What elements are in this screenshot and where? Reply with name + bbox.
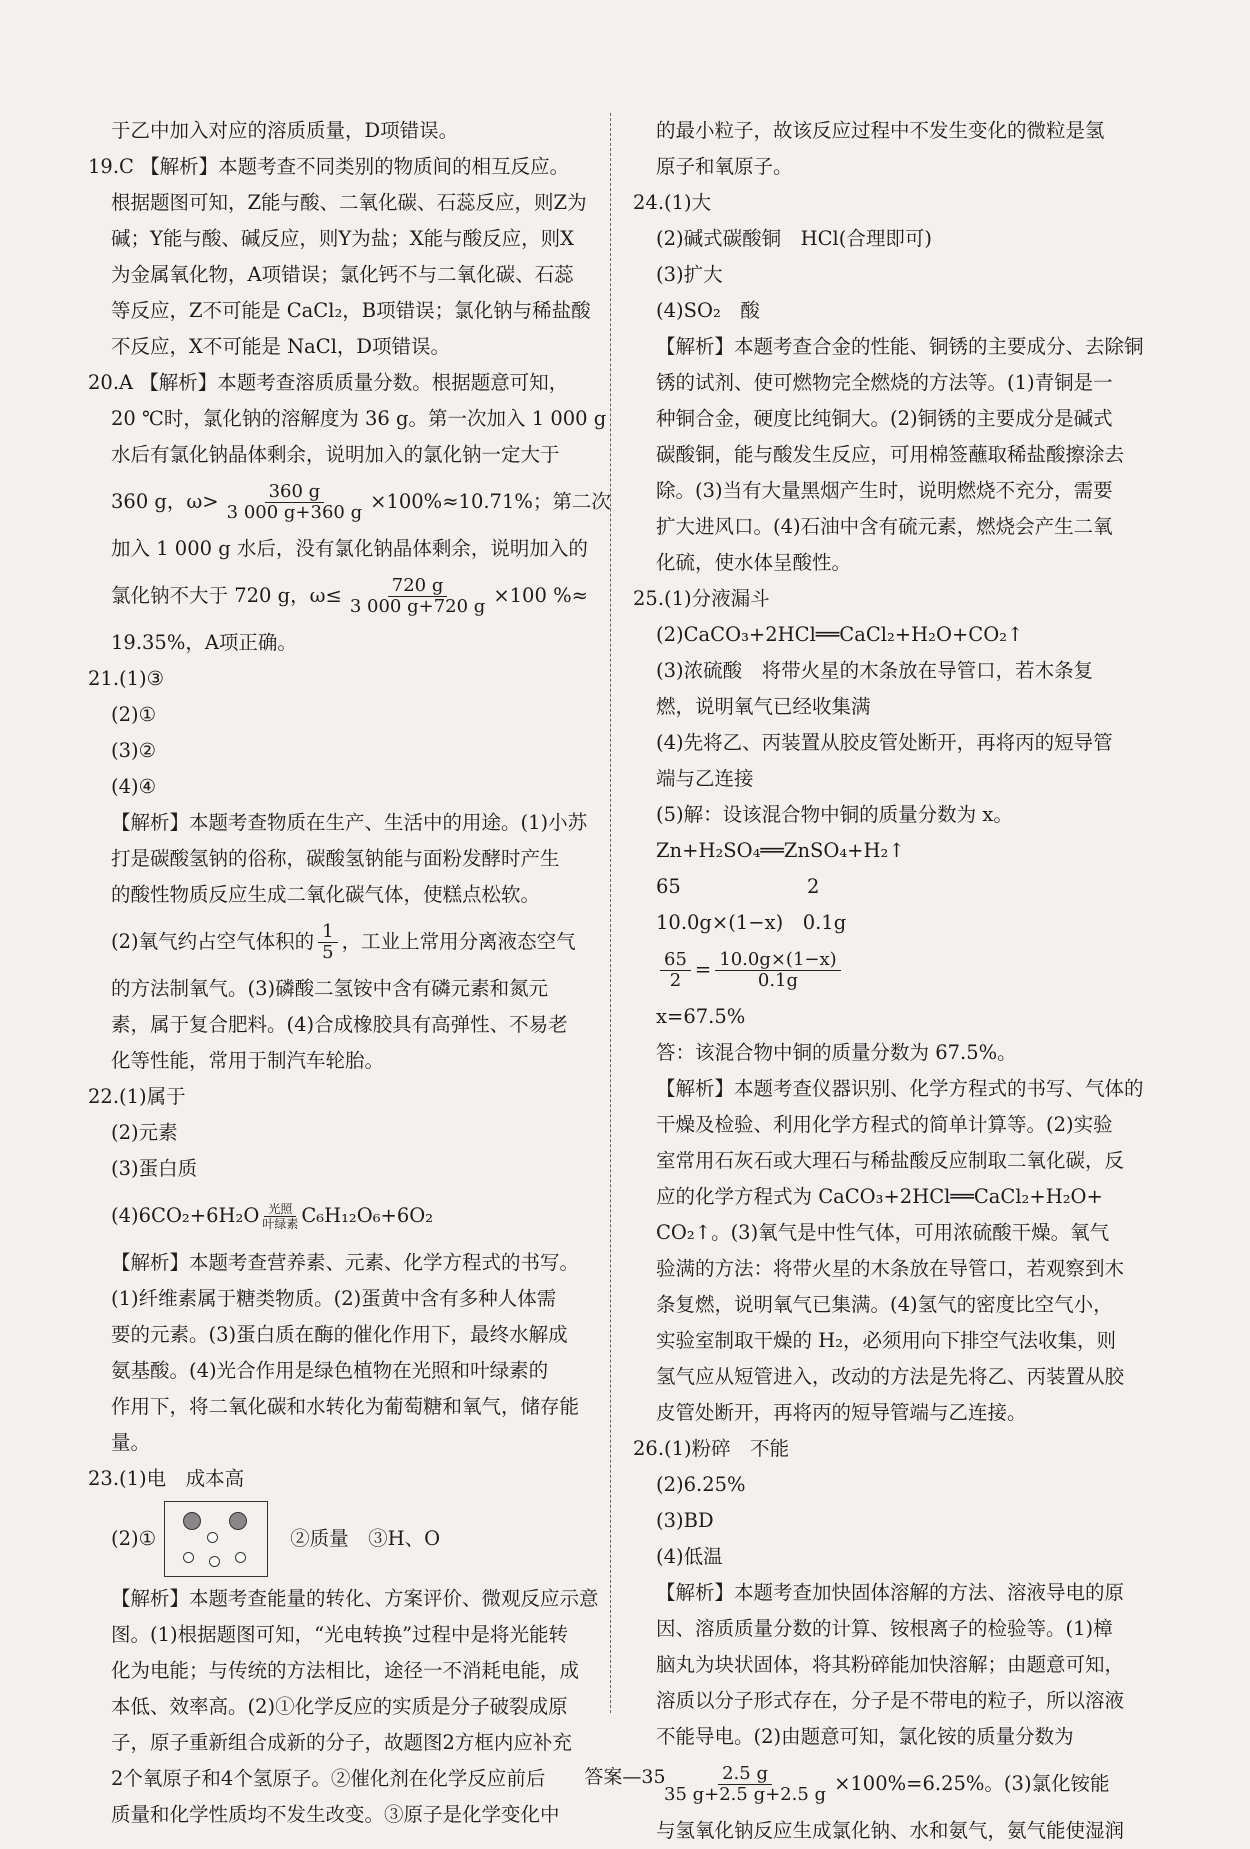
equals-sign: =: [694, 958, 712, 981]
text-line: CO₂↑。(3)氧气是中性气体，可用浓硫酸干燥。氧气: [656, 1221, 1110, 1244]
text-line: 室常用石灰石或大理石与稀盐酸反应制取二氧化碳，反: [656, 1149, 1125, 1172]
text-line: 要的元素。(3)蛋白质在酶的催化作用下，最终水解成: [111, 1323, 568, 1346]
text-line: 验满的方法：将带火星的木条放在导管口，若观察到木: [656, 1257, 1125, 1280]
text-line: 等反应，Z不可能是 CaCl₂，B项错误；氯化钠与稀盐酸: [111, 299, 591, 322]
answer-line: (4)低温: [656, 1545, 723, 1568]
text-line: 打是碳酸氢钠的俗称，碳酸氢钠能与面粉发酵时产生: [111, 847, 560, 870]
q26-heading: 26.(1)粉碎 不能: [633, 1437, 790, 1460]
text-line: 【解析】本题考查物质在生产、生活中的用途。(1)小苏: [111, 811, 588, 834]
text-line: 应的化学方程式为 CaCO₃+2HCl══CaCl₂+H₂O+: [656, 1185, 1103, 1208]
formula-line: 氯化钠不大于 720 g，ω≤ $\frac{720 g}{3 000 g+720 g}$ ×100 %≈: [111, 574, 588, 617]
equation-line: Zn+H₂SO₄══ZnSO₄+H₂↑: [656, 839, 905, 862]
particle-diagram-box: [164, 1501, 268, 1577]
page-number: 答案—35: [584, 1766, 666, 1788]
text-line: 溶质以分子形式存在，分子是不带电的粒子，所以溶液: [656, 1689, 1125, 1712]
answer-line: (2)①: [111, 703, 157, 726]
text-line: 的酸性物质反应生成二氧化碳气体，使糕点松软。: [111, 883, 541, 906]
ratio-line: 65 2: [656, 875, 820, 898]
text-line: 【解析】本题考查合金的性能、铜锈的主要成分、去除铜: [656, 335, 1144, 358]
answer-line: (2)6.25%: [656, 1473, 746, 1496]
q20-heading: 20.A 【解析】本题考查溶质质量分数。根据题意可知，: [88, 371, 569, 394]
text-line: 不反应，X不可能是 NaCl，D项错误。: [111, 335, 451, 358]
equation-line: (4)6CO₂+6H₂O 光照 叶绿素 C₆H₁₂O₆+6O₂: [111, 1201, 434, 1231]
text-line: 素，属于复合肥料。(4)合成橡胶具有高弹性、不易老: [111, 1013, 568, 1036]
answer-line: (3)浓硫酸 将带火星的木条放在导管口，若木条复: [656, 659, 1094, 682]
fraction: $\frac{10.0g\times(1-x)}{0.1g}$: [715, 950, 840, 991]
text-line: 量。: [111, 1431, 151, 1454]
answer-line: x=67.5%: [656, 1005, 746, 1028]
text-line: 皮管处断开，再将丙的短导管端与乙连接。: [656, 1401, 1027, 1424]
answer-line: (3)②: [111, 739, 157, 762]
text-line: 氢气应从短管进入，改动的方法是先将乙、丙装置从胶: [656, 1365, 1125, 1388]
column-divider: [610, 113, 612, 1713]
text-line: 不能导电。(2)由题意可知，氯化铵的质量分数为: [656, 1725, 1074, 1748]
answer-line: (2)CaCO₃+2HCl══CaCl₂+H₂O+CO₂↑: [656, 623, 1024, 646]
diagram-line: (2)① ②质量 ③H、O: [88, 1497, 593, 1581]
text-line: 干燥及检验、利用化学方程式的简单计算等。(2)实验: [656, 1113, 1113, 1136]
oxygen-atom-icon: [183, 1512, 201, 1530]
text-line: 20 ℃时，氯化钠的溶解度为 36 g。第一次加入 1 000 g: [111, 407, 607, 430]
text-line: 【解析】本题考查加快固体溶解的方法、溶液导电的原: [656, 1581, 1125, 1604]
text-line: 化硫，使水体呈酸性。: [656, 551, 852, 574]
proportion-line: [633, 941, 1163, 999]
text-line: 条复燃，说明氧气已集满。(4)氢气的密度比空气小，: [656, 1293, 1113, 1316]
right-column: [633, 113, 1163, 1849]
q25-heading: 25.(1)分液漏斗: [633, 587, 770, 610]
fraction: $\frac{1}{5}$: [318, 922, 337, 963]
q22-heading: 22.(1)属于: [88, 1085, 186, 1108]
answer-line: (4)先将乙、丙装置从胶皮管处断开，再将丙的短导管: [656, 731, 1113, 754]
q19-heading: 19.C 【解析】本题考查不同类别的物质间的相互反应。: [88, 155, 570, 178]
q24-heading: 24.(1)大: [633, 191, 712, 214]
text-line: 氨基酸。(4)光合作用是绿色植物在光照和叶绿素的: [111, 1359, 549, 1382]
fraction: $\frac{65}{2}$: [660, 950, 691, 991]
text-line: 【解析】本题考查营养素、元素、化学方程式的书写。: [111, 1251, 580, 1274]
text-line: 化为电能；与传统的方法相比，途径一不消耗电能，成: [111, 1659, 580, 1682]
answer-line: (4)④: [111, 775, 157, 798]
text-line: 2个氧原子和4个氢原子。②催化剂在化学反应前后: [111, 1767, 546, 1790]
reaction-condition: 光照 叶绿素: [262, 1201, 299, 1231]
q23-heading: 23.(1)电 成本高: [88, 1467, 245, 1490]
text-line: 本低、效率高。(2)①化学反应的实质是分子破裂成原: [111, 1695, 568, 1718]
q21-heading: 21.(1)③: [88, 667, 165, 690]
fraction: $\frac{720 g}{3 000 g+720 g}$: [349, 574, 486, 617]
text-line: 的最小粒子，故该反应过程中不发生变化的微粒是氢: [656, 119, 1105, 142]
text-line: 根据题图可知，Z能与酸、二氧化碳、石蕊反应，则Z为: [111, 191, 587, 214]
hydrogen-atom-icon: [235, 1552, 246, 1563]
answer-line: (3)扩大: [656, 263, 723, 286]
text-line: 作用下，将二氧化碳和水转化为葡萄糖和氧气，储存能: [111, 1395, 580, 1418]
text-line: 实验室制取干燥的 H₂，必须用向下排空气法收集，则: [656, 1329, 1117, 1352]
ratio-line: 10.0g×(1−x) 0.1g: [656, 911, 847, 934]
hydrogen-atom-icon: [183, 1552, 194, 1563]
text-line: 化等性能，常用于制汽车轮胎。: [111, 1049, 385, 1072]
answer-line: (2)元素: [111, 1121, 178, 1144]
formula-line: (2)氧气约占空气体积的 $\frac{1}{5}$ ，工业上常用分离液态空气: [111, 920, 576, 963]
text-line: 与氢氧化钠反应生成氯化钠、水和氨气，氨气能使湿润: [656, 1819, 1125, 1842]
answer-line: (5)解：设该混合物中铜的质量分数为 x。: [656, 803, 1013, 826]
left-column: [88, 113, 611, 1833]
answer-line: 燃，说明氧气已经收集满: [656, 695, 871, 718]
text-line: 碱；Y能与酸、碱反应，则Y为盐；X能与酸反应，则X: [111, 227, 575, 250]
text-line: 【解析】本题考查仪器识别、化学方程式的书写、气体的: [656, 1077, 1144, 1100]
fraction: $\frac{360 g}{3 000 g+360 g}$: [226, 480, 363, 523]
text-line: 扩大进风口。(4)石油中含有硫元素，燃烧会产生二氧: [656, 515, 1113, 538]
text-line: 除。(3)当有大量黑烟产生时，说明燃烧不充分，需要: [656, 479, 1113, 502]
text-line: 碳酸铜，能与酸发生反应，可用棉签蘸取稀盐酸擦涂去: [656, 443, 1125, 466]
text-line: 因、溶质质量分数的计算、铵根离子的检验等。(1)樟: [656, 1617, 1113, 1640]
text-line: 水后有氯化钠晶体剩余，说明加入的氯化钠一定大于: [111, 443, 560, 466]
text-line: 加入 1 000 g 水后，没有氯化钠晶体剩余，说明加入的: [111, 537, 588, 560]
fraction: $\frac{2.5 g}{35 g+2.5 g+2.5 g}$: [664, 1762, 827, 1805]
text-line: 【解析】本题考查能量的转化、方案评价、微观反应示意: [111, 1587, 599, 1610]
hydrogen-atom-icon: [207, 1532, 218, 1543]
answer-line: 答：该混合物中铜的质量分数为 67.5%。: [656, 1041, 1017, 1064]
text-line: 种铜合金，硬度比纯铜大。(2)铜锈的主要成分是碱式: [656, 407, 1113, 430]
formula-line: $\frac{2.5 g}{35 g+2.5 g+2.5 g}$ ×100%=6.25%。(3)氯化铵能: [633, 1755, 1163, 1813]
oxygen-atom-icon: [229, 1512, 247, 1530]
text-line: 19.35%，A项正确。: [111, 631, 297, 654]
text-line: (1)纤维素属于糖类物质。(2)蛋黄中含有多种人体需: [111, 1287, 557, 1310]
text-line: 锈的试剂、使可燃物完全燃烧的方法等。(1)青铜是一: [656, 371, 1113, 394]
answer-line: (3)蛋白质: [111, 1157, 198, 1180]
text-line: 原子和氧原子。: [656, 155, 793, 178]
hydrogen-atom-icon: [209, 1556, 220, 1567]
text-line: 子，原子重新组合成新的分子，故题图2方框内应补充: [111, 1731, 572, 1754]
text-line: 于乙中加入对应的溶质质量，D项错误。: [111, 119, 459, 142]
text-line: 脑丸为块状固体，将其粉碎能加快溶解；由题意可知，: [656, 1653, 1125, 1676]
text-line: 的方法制氧气。(3)磷酸二氢铵中含有磷元素和氮元: [111, 977, 549, 1000]
text-line: 为金属氧化物，A项错误；氯化钙不与二氧化碳、石蕊: [111, 263, 574, 286]
text-line: 质量和化学性质均不发生改变。③原子是化学变化中: [111, 1803, 560, 1826]
answer-line: (2)碱式碳酸铜 HCl(合理即可): [656, 227, 932, 250]
answer-line: (4)SO₂ 酸: [656, 299, 760, 322]
answer-line: 端与乙连接: [656, 767, 754, 790]
answer-line: (3)BD: [656, 1509, 714, 1532]
text-line: 图。(1)根据题图可知，“光电转换”过程中是将光能转: [111, 1623, 569, 1646]
formula-line: 360 g，ω> $\frac{360 g}{3 000 g+360 g}$ ×100%≈10.71%；第二次: [111, 480, 611, 523]
